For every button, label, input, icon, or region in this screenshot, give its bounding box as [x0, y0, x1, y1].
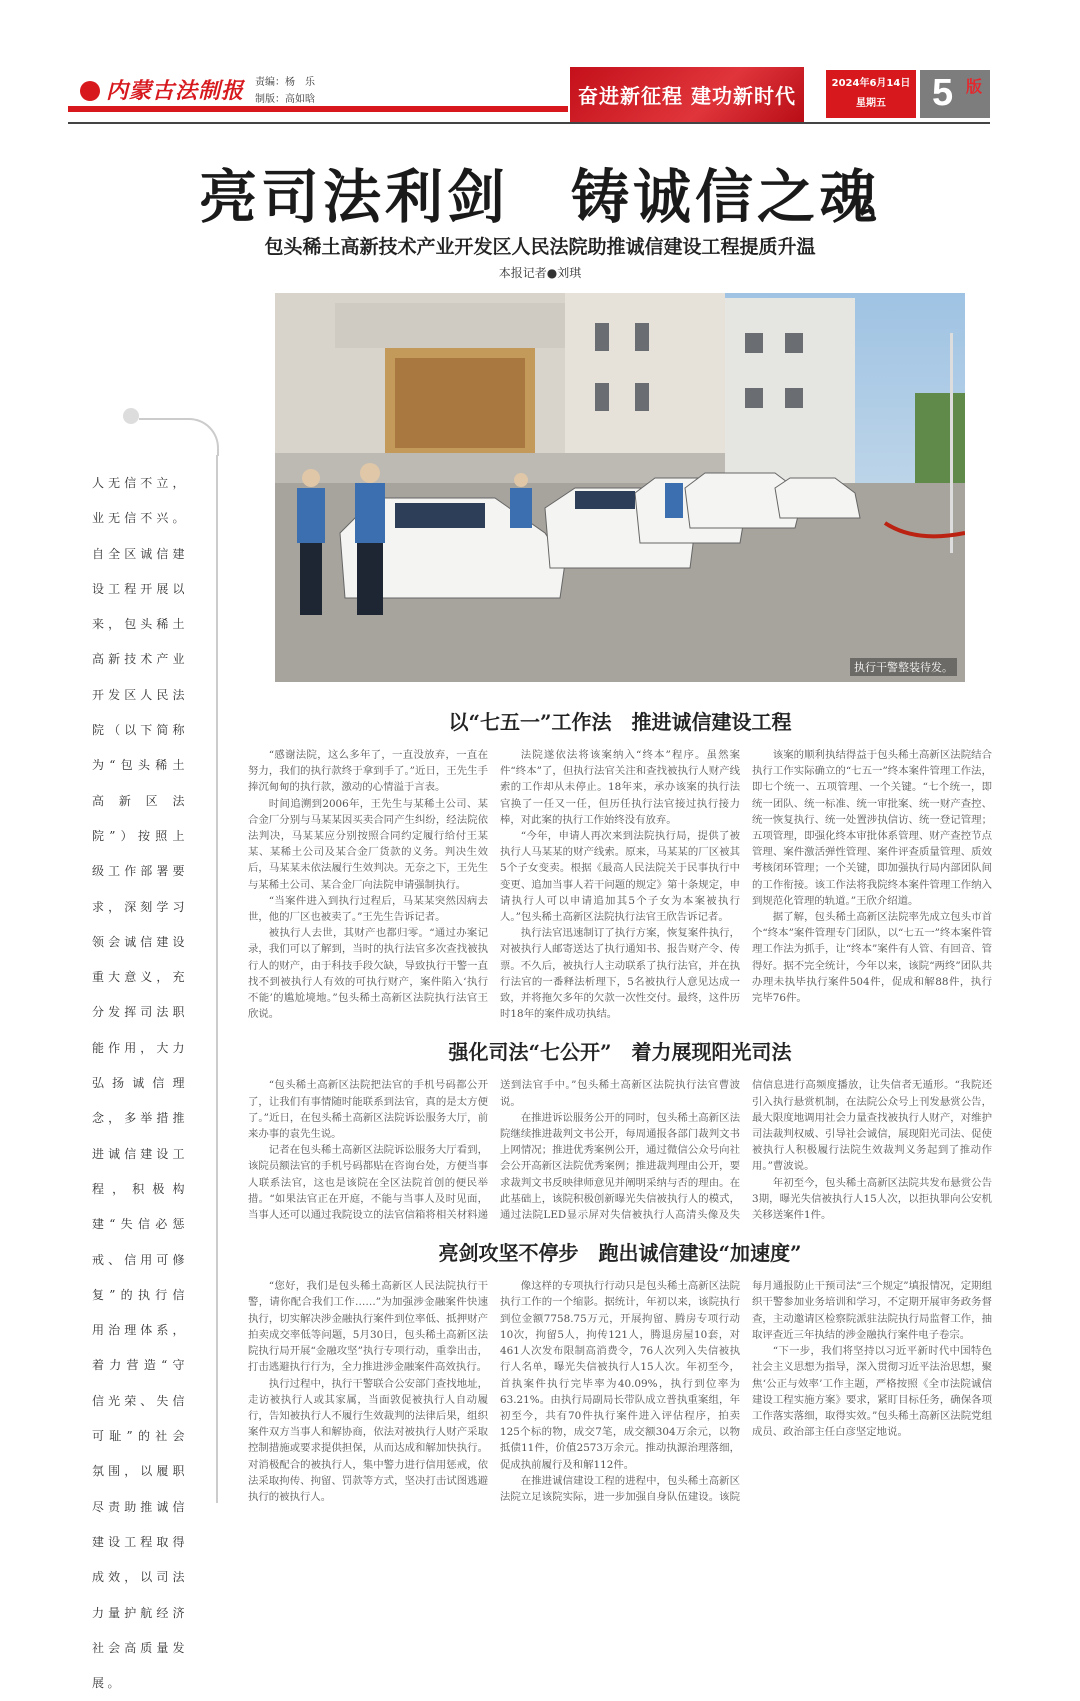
section-2-body — [248, 1077, 992, 1223]
page-suffix: 版 — [966, 79, 983, 96]
byline: 本报记者●刘琪 — [498, 266, 582, 280]
paragraph: 法院遂依法将该案纳入“终本”程序。虽然案件“终本”了，但执行法官关注和查找被执行人财产线索的工作却从未停止。18年来，承办该案的执行法官换了一任又一任，但历任执行法官接过执行接力棒，对此案的执行工作始终没有放弃。 — [500, 749, 740, 826]
paragraph: 时间追溯到2006年，王先生与某稀土公司、某合金厂分别与马某某因买卖合同产生纠纷，经法院依法判决，马某某应分别按照合同约定履行给付王某某、某稀土公司及某合金厂货款的义务。判决生效后，马某某未依法履行生效判决。无奈之下，王先生与某稀土公司、某合金厂向法院申请强制执行。 — [248, 797, 488, 891]
article-body — [248, 700, 992, 1519]
paragraph: “您好，我们是包头稀土高新区人民法院执行干警，请你配合我们工作……”为加强涉金融案件快速执行，切实解决涉金融执行案件到位率低、抵押财产拍卖成交率低等问题，5月30日，包头稀土高新区法院执行局开展“金融攻坚”执行专项行动，重拳出击，打击逃避执行行为，全力推进涉金融案件高效执行。 — [248, 1280, 488, 1374]
article-photo — [275, 293, 965, 682]
date: 2024年6月14日 — [831, 78, 911, 89]
paragraph: “感谢法院，这么多年了，一直没放弃，一直在努力，我们的执行款终于拿到手了。”近日，王先生手捧沉甸甸的执行款，激动的心情溢于言表。 — [248, 749, 488, 794]
photo-caption: 执行干警整装待发。 — [850, 658, 957, 676]
header-rule — [68, 122, 990, 124]
paragraph: 像这样的专项执行行动只是包头稀土高新区法院执行工作的一个缩影。据统计，年初以来，该院执行到位金额7758.75万元，开展拘留、腾房专项行动10次，拘留5人，拘传121人，腾退房屋10套，对461人次发布限制高消费令，76人次列入失信被执行人名单，曝光失信被执行人15人次。年初至今，首执案件执行完毕率为40.09%，执行到位率为63.21%。由执行局副局长带队成立普执重案组，年初至今，共有70件执行案件进入评估程序，拍卖125个标的物，成交7笔，成交额304万余元，以物抵债11件，价值2573万余元。推动执源治理落细，促成执前履行及和解112件。 — [500, 1280, 740, 1471]
section-1-body — [248, 747, 992, 1022]
page-number: 5 — [932, 72, 954, 114]
paragraph: “包头稀土高新区法院把法官的手机号码都公开了，让我们有事情随时能联系到法官，真的是太方便了。”近日，在包头稀土高新区法院诉讼服务大厅，前来办事的袁先生说。 — [248, 1079, 488, 1141]
decorative-dot — [123, 408, 139, 424]
paragraph: “当案件进入到执行过程后，马某某突然因病去世，他的厂区也被卖了。”王先生告诉记者。 — [248, 894, 488, 924]
paragraph: 在推进诉讼服务公开的同时，包头稀土高新区法院继续推进裁判文书公开，每周通报各部门裁判文书上网情况；推进优秀案例公开，通过微信公众号向社会公开高新区法院优秀案例；推进裁判理由公开，要求裁判文书反映律师意见并阐明采纳与否的理由。在此基础上，该院积极创新曝光失信被执行人的模式，通过法院LED显示屏对失信被执行人高清头像及失信信息进行高频度播放，让失信者无遁形。“我院还引入执行悬赏机制，在法院公众号上刊发悬赏公告，最大限度地调用社会力量查找被执行人财产，对维护司法裁判权威、引导社会诚信，展现阳光司法、促使被执行人积极履行法院生效裁判义务起到了推动作用。”曹波说。 — [500, 1079, 992, 1222]
paragraph: 该案的顺利执结得益于包头稀土高新区法院结合执行工作实际确立的“七五一”终本案件管理工作法，即七个统一、五项管理、一个关键。“七个统一，即统一团队、统一标准、统一审批案、统一财产查控、统一恢复执行、统一处置涉执信访、统一登记管理；五项管理，即强化终本审批体系管理、财产查控节点管理、案件激活弹性管理、案件评查质量管理、质效考核闭环管理；一个关键，即加强执行局内部团队间的工作衔接。该工作法将我院终本案件管理工作纳入到规范化管理的轨道。”王欣介绍道。 — [752, 749, 992, 907]
newspaper-logo — [80, 74, 244, 105]
paragraph: 据了解，包头稀土高新区法院率先成立包头市首个“终本”案件管理专门团队，以“七五一”终本案件管理工作法为抓手，让“终本”案件有人管、有回音、管得好。据不完全统计，今年以来，该院“两终”团队共办理未执毕执行案件504件，促成和解88件，执行完毕76件。 — [752, 911, 992, 1005]
issue-date — [826, 70, 916, 118]
logo-icon — [80, 81, 100, 101]
editor-credits — [255, 74, 315, 108]
paragraph: “下一步，我们将坚持以习近平新时代中国特色社会主义思想为指导，深入贯彻习近平法治思想，聚焦‘公正与效率’工作主题，严格按照《全市法院诚信建设工程实施方案》要求，紧盯目标任务，确保各项工作落实落细，取得实效。”包头稀土高新区法院党组成员、政治部主任白彦坚定地说。 — [752, 1345, 992, 1439]
article-title: 亮司法利剑 铸诚信之魂 — [198, 163, 881, 231]
paragraph: 年初至今，包头稀土高新区法院共发布悬赏公告3期，曝光失信被执行人15人次，以拒执罪向公安机关移送案件1件。 — [752, 1176, 992, 1222]
paragraph: “今年，申请人再次来到法院执行局，提供了被执行人马某某的财产线索。原来，马某某的厂区被其5个子女变卖。根据《最高人民法院关于民事执行中变更、追加当事人若干问题的规定》第十条规定，申请执行人可以申请追加其5个子女为本案被执行人。”包头稀土高新区法院执行法官王欣告诉记者。 — [500, 830, 740, 924]
section-3-body — [248, 1278, 992, 1505]
decorative-line — [139, 418, 219, 456]
slogan-banner: 奋进新征程 建功新时代 — [570, 67, 804, 122]
section-heading-2: 强化司法“七公开” 着力展现阳光司法 — [448, 1040, 792, 1065]
paragraph: 在推进诚信建设工程的进程中，包头稀土高新区法院立足该院实际，进一步加强自身队伍建设。该院每月通报防止干预司法“三个规定”填报情况，定期组织干警参加业务培训和学习，不定期开展审务政务督查，主动邀请区检察院派驻法院执行局监督工作，抽取评查近三年执结的涉金融执行案件电子卷宗。 — [500, 1280, 992, 1503]
layout-editor: 制版：高如晗 — [255, 94, 315, 105]
paragraph: 执行法官迅速制订了执行方案，恢复案件执行，对被执行人邮寄送达了执行通知书、报告财产令、传票。不久后，被执行人主动联系了执行法官，并在执行法官的一番释法析理下，5名被执行人意见达成一致，并将拖欠多年的欠款一次性交付。最终，这件历时18年的案件成功执结。 — [500, 927, 740, 1021]
section-heading-1: 以“七五一”工作法 推进诚信建设工程 — [448, 710, 792, 734]
article-subtitle: 包头稀土高新技术产业开发区人民法院助推诚信建设工程提质升温 — [264, 236, 816, 258]
paragraph: 记者在包头稀土高新区法院诉讼服务大厅看到，该院员额法官的手机号码都贴在咨询台处，方便当事人联系法官，这也是该院在全区法院首创的便民举措。“如果法官正在开庭，不能与当事人及时见面，当事人还可以通过我院设立的法官信箱将相关材料递送到法官手中。”包头稀土高新区法院执行法官曹波说。 — [248, 1079, 740, 1222]
paper-name: 内蒙古法制报 — [106, 78, 245, 104]
section-heading-3: 亮剑攻坚不停步 跑出诚信建设“加速度” — [438, 1241, 802, 1266]
article-intro: 人无信不立，业无信不兴。自全区诚信建设工程开展以来，包头稀土高新技术产业开发区人民法院（以下简称为“包头稀土高新区法院”）按照上级工作部署要求，深刻学习领会诚信建设重大意义，充分发挥司法职能作用，大力弘扬诚信理念，多举措推进诚信建设工程，积极构建“失信必惩戒、信用可修复”的执行信用治理体系，着力营造“守信光荣、失信可耻”的社会氛围，以履职尽责助推诚信建设工程取得成效，以司法力量护航经济社会高质量发展。 — [92, 476, 188, 1691]
sidebar-divider — [216, 455, 218, 1503]
editor: 责编：杨 乐 — [255, 77, 315, 88]
header-red-rule — [68, 106, 568, 112]
page-number-box — [920, 70, 990, 118]
paragraph: 执行过程中，执行干警联合公安部门查找地址，走访被执行人或其家属，当面敦促被执行人自动履行，告知被执行人不履行生效裁判的法律后果，组织案件双方当事人和解协商，依法对被执行人财产采取控制措施或要求提供担保，从而达成和解加快执行。对消极配合的被执行人，集中警力进行信用惩戒，依法采取拘传、拘留、罚款等方式，坚决打击试图逃避执行的被执行人。 — [248, 1377, 488, 1503]
weekday: 星期五 — [856, 98, 886, 109]
paragraph: 被执行人去世，其财产也都归零。“通过办案记录，我们可以了解到，当时的执行法官多次查找被执行人的财产，由于科技手段欠缺，导致执行干警一直找不到被执行人有效的可执行财产，案件陷入‘执行不能’的尴尬境地。”包头稀土高新区法院执行法官王欣说。 — [248, 927, 488, 1021]
police-cars-photo — [275, 293, 965, 682]
